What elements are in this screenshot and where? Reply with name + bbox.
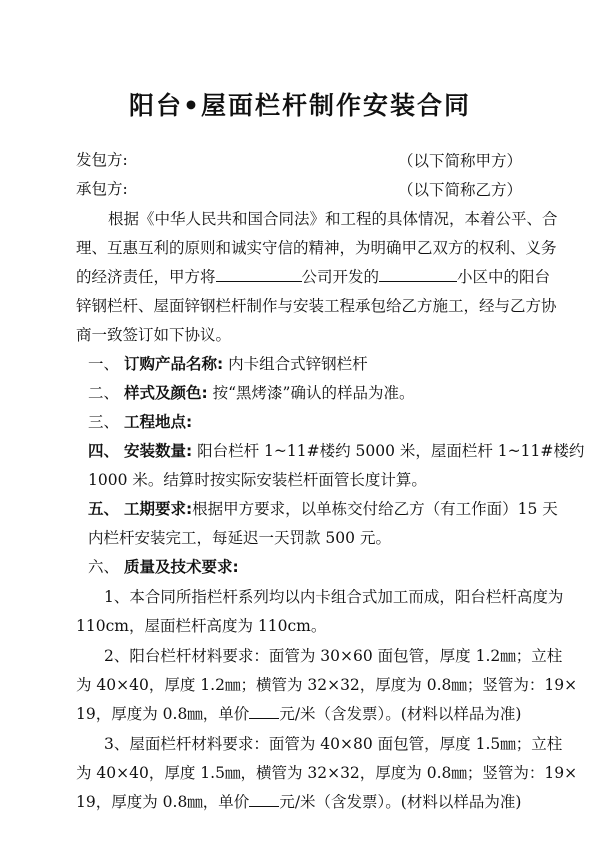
req-2-line-3 (76, 703, 546, 725)
intro-line-4: 锌钢栏杆、屋面锌钢栏杆制作与安装工程承包给乙方施工，经与乙方协 (76, 297, 557, 315)
item-5-text-cont: 内栏杆安装完工，每延迟一天罚款 500 元。 (88, 529, 391, 547)
item-4-label: 安装数量: (123, 442, 193, 460)
req-1-line-2: 110cm，屋面栏杆高度为 110cm。 (76, 617, 327, 635)
req-2-line-2: 为 40×40，厚度 1.2㎜；横管为 32×32，厚度为 0.8㎜；竖管为：19× (76, 676, 578, 694)
item-5-label: 工期要求: (123, 500, 193, 518)
item-1 (88, 353, 558, 375)
intro-line-3 (76, 266, 551, 288)
balcony-price-blank[interactable] (249, 704, 279, 719)
item-1-text: 内卡组合式锌钢栏杆 (228, 355, 368, 373)
req-3-line-3 (76, 791, 546, 813)
roof-price-blank[interactable] (249, 792, 279, 807)
party-a-label: 发包方: (76, 151, 128, 169)
item-5-number: 五、 (88, 500, 120, 518)
item-2-label: 样式及颜色: (123, 384, 208, 402)
item-6-number: 六、 (88, 558, 120, 576)
intro-line-3-part-b: 公司开发的 (301, 268, 380, 286)
intro-line-3-part-c: 小区中的阳台 (457, 268, 551, 286)
req-3-line-3-part-b: 元/米（含发票）。(材料以样品为准) (279, 793, 522, 811)
item-5-text: 根据甲方要求，以单栋交付给乙方（有工作面）15 天 (192, 500, 558, 518)
item-5 (88, 498, 558, 520)
party-b-label: 承包方: (76, 180, 128, 198)
item-4 (88, 440, 585, 462)
item-2-number: 二、 (88, 384, 120, 402)
item-4-text: 阳台栏杆 1~11#楼约 5000 米，屋面栏杆 1~11#楼约 (197, 442, 585, 460)
item-4-text-cont: 1000 米。结算时按实际安装栏杆面管长度计算。 (88, 471, 427, 489)
req-2-line-3-part-b: 元/米（含发票）。(材料以样品为准) (279, 705, 522, 723)
item-6 (88, 556, 558, 578)
community-name-blank[interactable] (379, 267, 457, 282)
item-6-label: 质量及技术要求: (123, 558, 239, 576)
req-3-line-2: 为 40×40，厚度 1.5㎜，横管为 32×32，厚度为 0.8㎜；竖管为：19× (76, 764, 578, 782)
item-4-number: 四、 (88, 442, 120, 460)
intro-line-2: 理、互惠互利的原则和诚实守信的精神，为明确甲乙双方的权利、义务 (76, 239, 557, 257)
req-3-line-3-part-a: 19，厚度为 0.8㎜，单价 (76, 793, 250, 811)
item-2-text: 按“黑烤漆”确认的样品为准。 (212, 384, 415, 402)
item-3 (88, 411, 558, 433)
item-2 (88, 382, 558, 404)
item-1-number: 一、 (88, 355, 120, 373)
intro-line-1: 根据《中华人民共和国合同法》和工程的具体情况，本着公平、合 (108, 210, 558, 228)
developer-name-blank[interactable] (216, 267, 302, 282)
req-3-line-1: 3、屋面栏杆材料要求：面管为 40×80 面包管，厚度 1.5㎜；立柱 (104, 735, 563, 753)
req-2-line-3-part-a: 19，厚度为 0.8㎜，单价 (76, 705, 250, 723)
intro-line-5: 商一致签订如下协议。 (76, 326, 232, 344)
party-b-note: （以下简称乙方） (398, 181, 523, 199)
intro-line-3-part-a: 的经济责任，甲方将 (76, 268, 216, 286)
item-3-number: 三、 (88, 413, 120, 431)
item-1-label: 订购产品名称: (123, 355, 224, 373)
req-1-line-1: 1、本合同所指栏杆系列均以内卡组合式加工而成，阳台栏杆高度为 (104, 588, 564, 606)
item-3-label: 工程地点: (123, 413, 193, 431)
party-a-note: （以下简称甲方） (398, 152, 523, 170)
page-title: 阳台•屋面栏杆制作安装合同 (129, 91, 471, 120)
req-2-line-1: 2、阳台栏杆材料要求：面管为 30×60 面包管，厚度 1.2㎜；立柱 (104, 647, 563, 665)
